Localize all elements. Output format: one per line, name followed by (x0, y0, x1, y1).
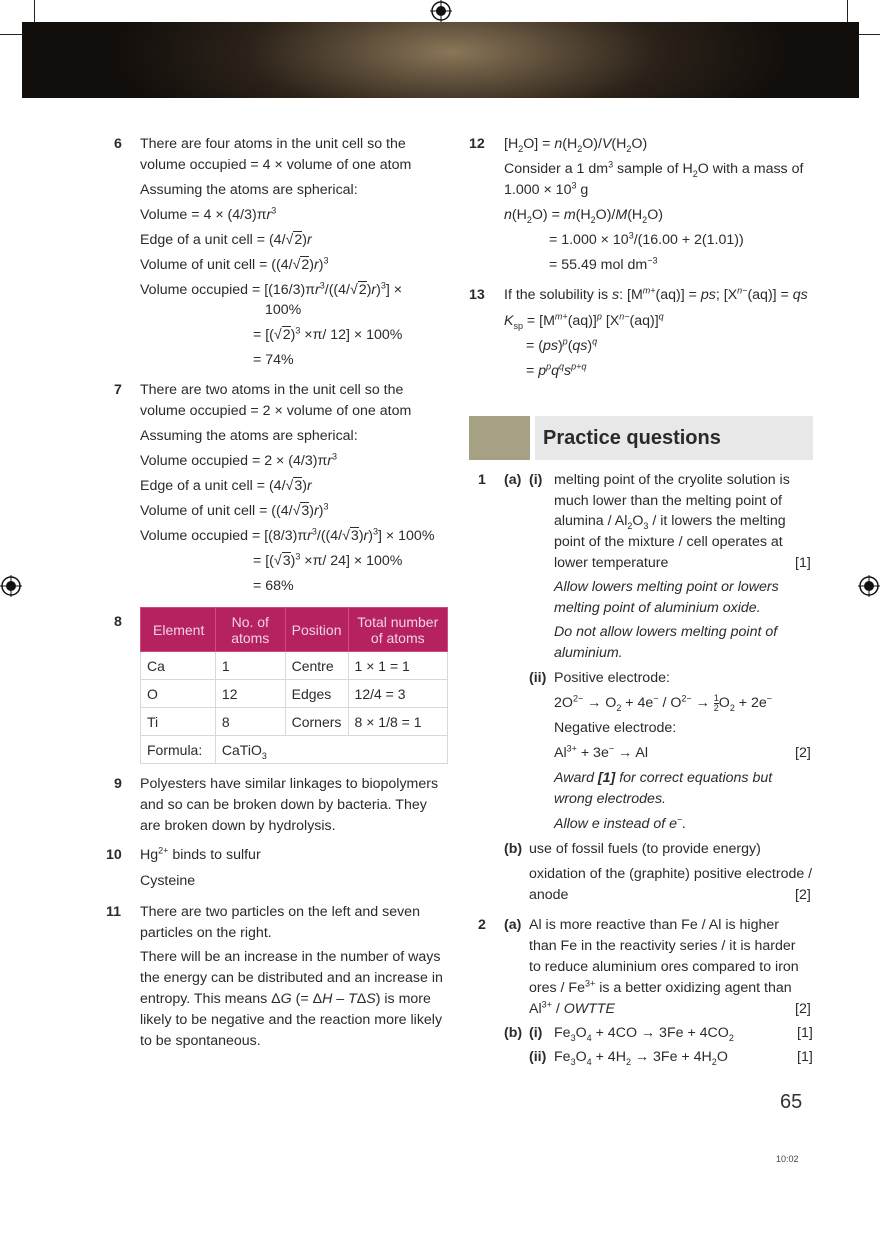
p1-eq2: $Al^{3+} + 3e^- \to Al$ (554, 743, 649, 761)
p2-line5: $Al^{3+}$ / OWTTE (529, 999, 615, 1017)
crop-mark-right (847, 0, 848, 22)
q7-line3: Assuming the atoms are spherical: (140, 428, 358, 444)
table-cell: Ca (141, 652, 216, 680)
p1-b-line3: anode (529, 887, 569, 903)
table-cell: Corners (285, 708, 348, 736)
table-header: Element (141, 608, 216, 652)
table-header: Position (285, 608, 348, 652)
crop-mark-left-h (0, 34, 22, 35)
q11-line2: particles on the right. (140, 925, 272, 941)
p2-line3: to reduce aluminium ores compared to iron (529, 959, 799, 975)
q11-line3: There will be an increase in the number of ways (140, 949, 441, 965)
q11-line1: There are two particles on the left and seven (140, 904, 420, 920)
p1-positive: Positive electrode: (554, 670, 670, 686)
q6-line1: There are four atoms in the unit cell so the (140, 136, 406, 152)
table-cell: 12 (215, 680, 285, 708)
q13-number: 13 (469, 287, 485, 303)
q7-line7: Volume occupied = $[(8/3)\pi r^3/((4/√3)r)^3] \times 100\%$ (140, 526, 435, 544)
q7-line8: = [$(√3)^3 \times\pi/$ 24] × 100% (253, 551, 403, 569)
p1-part-b: (b) (504, 841, 523, 857)
p2-part-b: (b) (504, 1025, 523, 1041)
practice-title: Practice questions (535, 416, 813, 460)
q6-line7: Volume occupied = $[(16/3)\pi r^3/((4/√2)r)^3]$ × (140, 280, 403, 298)
table-cell: 8 (215, 708, 285, 736)
q6-line2: volume occupied = 4 × volume of one atom (140, 157, 412, 173)
q13-line4: = $p^pq^qs^{p+q}$ (526, 361, 587, 379)
header-banner-image (22, 22, 859, 98)
p2-mark2: [1] (797, 1025, 813, 1041)
p2-mark3: [1] (797, 1049, 813, 1065)
q6-line3: Assuming the atoms are spherical: (140, 182, 358, 198)
table-cell: Centre (285, 652, 348, 680)
q12-line3: $1.000 \times 10^3$ g (504, 180, 589, 198)
registration-mark-left-icon (0, 575, 22, 597)
formula-label: Formula: (141, 736, 216, 764)
registration-mark-top-icon (430, 0, 452, 22)
p1-mark1: [1] (795, 555, 811, 571)
q7-line1: There are two atoms in the unit cell so the (140, 382, 404, 398)
p1-number: 1 (478, 472, 486, 488)
q6-line9: = [$(√2)^3 \times\pi/$ 12] × 100% (253, 325, 403, 343)
p1-part-a: (a) (504, 472, 522, 488)
p1-line3: alumina / $Al_2O_3$ / it lowers the melting (554, 513, 786, 531)
q6-line6: Volume of unit cell = $((4/√2)r)^3$ (140, 255, 329, 273)
p2-eq1: $Fe_3O_4 + 4CO \to 3Fe + 4CO_2$ (554, 1025, 734, 1043)
p1-note2: melting point of aluminium oxide. (554, 600, 761, 616)
p2-mark1: [2] (795, 1001, 811, 1017)
p2-line4: ores / $Fe^{3+}$ is a better oxidizing agent than (529, 978, 792, 996)
q12-line6: = 55.49 mol $dm^{-3}$ (549, 255, 658, 273)
p1-b-line2: oxidation of the (graphite) positive electrode / (529, 866, 813, 882)
p2-sub-ii: (ii) (529, 1049, 547, 1065)
table-cell: 1 × 1 = 1 (348, 652, 447, 680)
crop-mark-right-h (858, 34, 880, 35)
p1-line4: point of the mixture / cell operates at (554, 534, 783, 550)
p1-sub-i: (i) (529, 472, 543, 488)
table-header-row (141, 608, 448, 652)
table-cell: 12/4 = 3 (348, 680, 447, 708)
q9-line2: and so can be broken down by bacteria. They (140, 797, 427, 813)
q10-number: 10 (106, 847, 122, 863)
p1-negative: Negative electrode: (554, 720, 677, 736)
p1-note3: Do not allow lowers melting point of (554, 624, 778, 640)
q6-line8: 100% (265, 302, 302, 318)
q13-line1: If the solubility is s: $[M^{m+}(aq)]$ = ps; $[X^{n-}(aq)]$ = qs (504, 285, 808, 303)
table-header: No. of atoms (215, 608, 285, 652)
formula-value: CaTiO$_3$ (215, 736, 447, 764)
table-cell: 8 × 1/8 = 1 (348, 708, 447, 736)
q12-number: 12 (469, 136, 485, 152)
q9-line3: are broken down by hydrolysis. (140, 818, 336, 834)
table-cell: Ti (141, 708, 216, 736)
table-row (141, 652, 448, 680)
q7-line5: Edge of a unit cell = (4/√3)r (140, 478, 312, 494)
table-row (141, 708, 448, 736)
table-cell: O (141, 680, 216, 708)
p2-sub-i: (i) (529, 1025, 543, 1041)
q9-line1: Polyesters have similar linkages to biopolymers (140, 776, 439, 792)
p1-line2: much lower than the melting point of (554, 493, 782, 509)
p1-eq1: $2O^{2-} \to O_2 + 4e^- / O^{2-}$ → $\frac{1}{2}$ $O_2 + 2e^-$ (554, 692, 773, 713)
print-timestamp: 10:02 (776, 1154, 799, 1164)
q10-line1: $Hg^{2+}$ binds to sulfur (140, 845, 261, 863)
p1-b-line1: use of fossil fuels (to provide energy) (529, 841, 761, 857)
q7-number: 7 (114, 382, 122, 398)
practice-header-accent (469, 416, 530, 460)
q12-line2: Consider a 1 $dm^3$ sample of $H_2O$ with a mass of (504, 159, 804, 179)
p1-line5: lower temperature (554, 555, 669, 571)
p1-note5: Award [1] for correct equations but (554, 770, 773, 786)
q11-line5: entropy. This means ΔG (= ΔH – TΔS) is more (140, 991, 431, 1007)
q12-line1: $[H_2O] = n(H_2O)/V(H_2O)$ (504, 136, 648, 154)
p2-number: 2 (478, 917, 486, 933)
q6-number: 6 (114, 136, 122, 152)
registration-mark-right-icon (858, 575, 880, 597)
q13-line2: $K_{sp} = [M^{m+}(aq)]^p$ $[X^{n-}(aq)]^q$ (504, 311, 664, 331)
q7-line2: volume occupied = 2 × volume of one atom (140, 403, 412, 419)
element-table (140, 607, 448, 764)
q11-line7: to be spontaneous. (140, 1033, 261, 1049)
q11-number: 11 (106, 904, 121, 920)
table-header: Total number of atoms (348, 608, 447, 652)
p2-part-a: (a) (504, 917, 522, 933)
p1-line1: melting point of the cryolite solution is (554, 472, 790, 488)
q6-line10: = 74% (253, 352, 294, 368)
table-cell: Edges (285, 680, 348, 708)
q10-line2: Cysteine (140, 873, 196, 889)
crop-mark-left (34, 0, 35, 22)
q6-line5: Edge of a unit cell = (4/√2)r (140, 232, 312, 248)
q11-line4: the energy can be distributed and an increase in (140, 970, 443, 986)
q6-line4: Volume = $4 \times (4/3)\pi r^3$ (140, 205, 277, 223)
p1-sub-ii: (ii) (529, 670, 547, 686)
p1-note4: aluminium. (554, 645, 623, 661)
q9-number: 9 (114, 776, 122, 792)
q12-line5: = $1.000 \times 10^3/(16.00 + 2(1.01))$ (549, 230, 744, 248)
p1-mark3: [2] (795, 887, 811, 903)
p1-note6: wrong electrodes. (554, 791, 666, 807)
q7-line6: Volume of unit cell = $((4/√3)r)^3$ (140, 501, 329, 519)
q8-number: 8 (114, 614, 122, 630)
q7-line9: = 68% (253, 578, 294, 594)
p1-note1: Allow lowers melting point or lowers (554, 579, 779, 595)
q12-line4: $n(H_2O) = m(H_2O)/M(H_2O)$ (504, 207, 663, 225)
p2-eq2: $Fe_3O_4 + 4H_2 \to 3Fe + 4H_2O$ (554, 1049, 728, 1067)
page-number: 65 (780, 1091, 803, 1113)
q13-line3: = (ps)$^p$(qs)$^q$ (526, 336, 598, 354)
p1-note7: Allow e instead of e−. (554, 814, 687, 832)
q7-line4: Volume occupied = $2 \times (4/3)\pi r^3$ (140, 451, 337, 469)
p2-line2: than Fe in the reactivity series / it is harder (529, 938, 796, 954)
table-row (141, 680, 448, 708)
p2-line1: Al is more reactive than Fe / Al is higher (529, 917, 779, 933)
q11-line6: likely to be negative and the reaction more likely (140, 1012, 443, 1028)
p1-mark2: [2] (795, 745, 811, 761)
table-row-formula (141, 736, 448, 764)
table-cell: 1 (215, 652, 285, 680)
